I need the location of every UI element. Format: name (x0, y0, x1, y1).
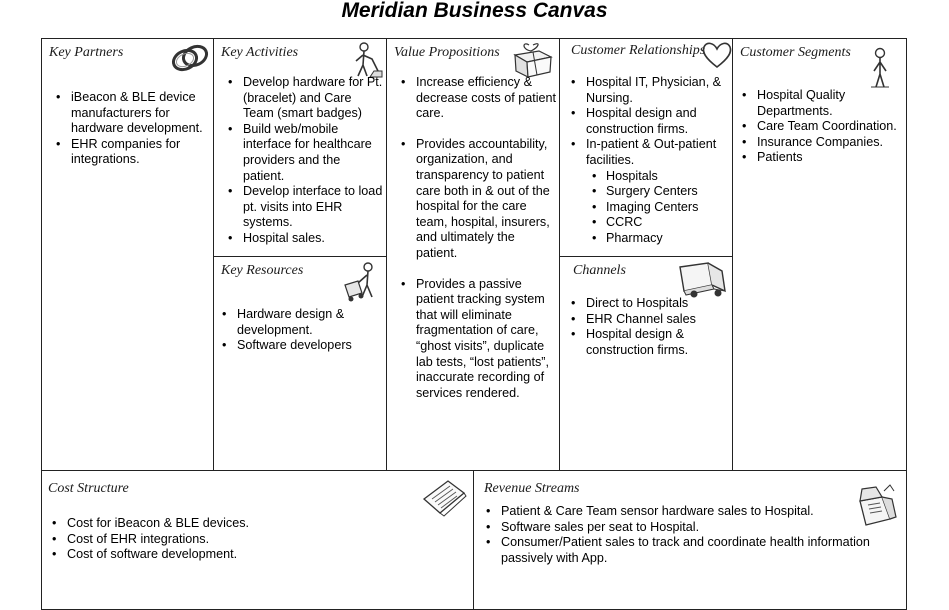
key-activities-title: Key Activities (221, 45, 299, 60)
value-propositions-title: Value Propositions (394, 45, 500, 60)
customer-relationships-title: Customer Relationships (571, 43, 706, 58)
value-propositions-list (398, 75, 558, 401)
list-item: • Develop hardware for Pt. (bracelet) and Care Team (smart badges) (225, 75, 385, 122)
customer-segments-title: Customer Segments (740, 45, 851, 60)
hand-truck-icon (342, 261, 384, 303)
canvas-title: Meridian Business Canvas (341, 0, 608, 22)
key-partners-list (53, 90, 213, 168)
list-item: • Provides accountability, organization, and transparency to patient care both in & out of the hospital for the care team, hospital, insurers, and ultimately the patient. (398, 137, 558, 262)
value-propositions-section (386, 38, 561, 472)
list-item: • Surgery Centers (568, 184, 731, 200)
customer-segments-section (732, 38, 907, 472)
list-item: • Hospital design and construction firms. (568, 106, 731, 137)
list-item: • Software developers (219, 338, 379, 354)
key-resources-section (213, 256, 388, 472)
list-item: • Hospital IT, Physician, & Nursing. (568, 75, 731, 106)
list-item: • Cost of EHR integrations. (49, 532, 469, 548)
cost-structure-list (49, 516, 469, 563)
list-item: • CCRC (568, 215, 731, 231)
key-partners-section (41, 38, 215, 472)
list-item: • Develop interface to load pt. visits into EHR systems. (225, 184, 385, 231)
worker-icon (348, 41, 384, 79)
list-item: • Pharmacy (568, 231, 731, 247)
list-item: • Hospital sales. (225, 231, 385, 247)
key-resources-title: Key Resources (221, 263, 304, 278)
list-item: • Patient & Care Team sensor hardware sales to Hospital. (483, 504, 903, 520)
list-item: • Hospital design & construction firms. (568, 327, 731, 358)
list-item: • EHR companies for integrations. (53, 137, 213, 168)
revenue-streams-title: Revenue Streams (484, 481, 580, 496)
list-item: • Consumer/Patient sales to track and coordinate health information passively with App. (483, 535, 903, 566)
channels-title: Channels (573, 263, 626, 278)
list-item: • Direct to Hospitals (568, 296, 731, 312)
key-partners-title: Key Partners (49, 45, 124, 60)
list-item: • Hardware design & development. (219, 307, 379, 338)
channels-section (559, 256, 734, 472)
list-item: • EHR Channel sales (568, 312, 731, 328)
cost-structure-title: Cost Structure (48, 481, 129, 496)
list-item: • Provides a passive patient tracking system that will eliminate fragmentation of care, “ghost visits”, duplicate lab tests, “lost patients”, inaccurate recording of services rendered. (398, 277, 558, 402)
receipt-icon (420, 477, 468, 517)
list-item: • Imaging Centers (568, 200, 731, 216)
key-resources-list (219, 307, 379, 354)
list-item: • Care Team Coordination. (739, 119, 904, 135)
list-item: • Software sales per seat to Hospital. (483, 520, 903, 536)
customer-segments-list (739, 88, 904, 166)
customer-relationships-section (559, 38, 734, 258)
gift-icon (511, 41, 555, 79)
list-item: • Patients (739, 150, 904, 166)
customer-relationships-list (568, 75, 731, 247)
person-icon (868, 47, 892, 89)
list-item: • Cost for iBeacon & BLE devices. (49, 516, 469, 532)
list-item: • Hospital Quality Departments. (739, 88, 904, 119)
list-item: • iBeacon & BLE device manufacturers for hardware development. (53, 90, 213, 137)
linked-rings-icon (168, 41, 212, 75)
list-item: • Increase efficiency & decrease costs of patient care. (398, 75, 558, 122)
list-item: • Hospitals (568, 169, 731, 185)
cost-structure-section (41, 470, 475, 610)
heart-icon (701, 41, 733, 69)
list-item: • Cost of software development. (49, 547, 469, 563)
revenue-streams-section (473, 470, 907, 610)
list-item: • In-patient & Out-patient facilities. (568, 137, 731, 168)
key-activities-list (225, 75, 385, 247)
list-item: • Build web/mobile interface for healthcare providers and the patient. (225, 122, 385, 184)
list-item: • Insurance Companies. (739, 135, 904, 151)
truck-icon (678, 261, 728, 301)
key-activities-section (213, 38, 388, 258)
revenue-streams-list (483, 504, 903, 566)
channels-list (568, 296, 731, 358)
